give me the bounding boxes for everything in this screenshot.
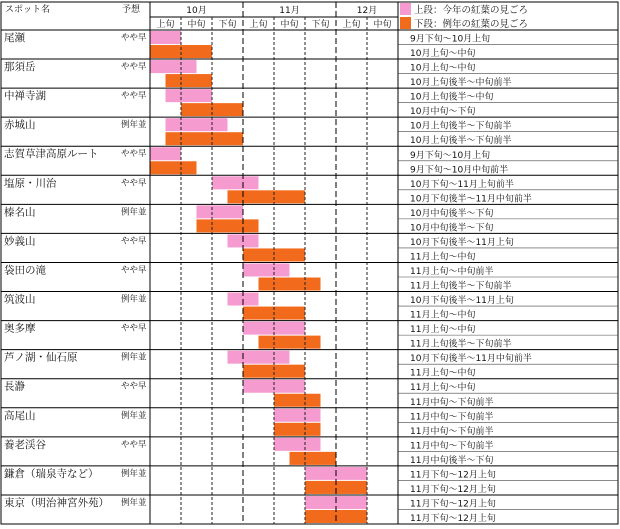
bar-usual: [243, 365, 305, 378]
bar-this-year: [212, 176, 259, 189]
legend-label: 下段：例年の紅葉の見ごろ: [414, 19, 529, 30]
period-usual: 11月上旬～中旬: [410, 310, 476, 321]
bar-this-year: [166, 89, 213, 102]
bar-usual: [259, 336, 321, 349]
spot-name: 中禅寺湖: [4, 90, 46, 103]
forecast-label: やや早: [121, 323, 147, 334]
month-label: 12月: [356, 6, 378, 16]
forecast-label: 例年並: [121, 207, 147, 218]
month-label: 11月: [279, 6, 300, 16]
period-usual: 11月中旬～下旬前半: [410, 397, 494, 408]
spot-name: 志賀草津高原ルート: [4, 148, 99, 161]
period-usual: 11月中旬～下旬前半: [410, 426, 494, 437]
spot-name: 長瀞: [4, 380, 25, 393]
bar-this-year: [243, 263, 290, 276]
spot-name: 芦ノ湖・仙石原: [4, 351, 78, 364]
bar-this-year: [243, 380, 305, 393]
decade-label: 上旬: [249, 20, 268, 30]
bar-this-year: [150, 60, 197, 73]
bar-this-year: [228, 351, 290, 364]
spot-name: 鎌倉（瑞泉寺など）: [4, 467, 99, 480]
spot-name: 赤城山: [4, 119, 36, 132]
period-this-year: 10月下旬後半～11月上旬: [410, 296, 514, 307]
period-this-year: 10月下旬～11月上旬前半: [410, 179, 514, 190]
month-label: 10月: [186, 6, 207, 16]
period-this-year: 11月中旬～下旬前半: [410, 412, 494, 423]
column-header-spot: スポット名: [5, 5, 51, 15]
decade-label: 下旬: [218, 20, 237, 30]
period-this-year: 11月上旬～中旬前半: [410, 267, 494, 277]
decade-label: 下旬: [311, 20, 330, 30]
period-usual: 11月下旬～12月上旬: [410, 484, 496, 495]
forecast-label: 例年並: [121, 497, 147, 508]
period-this-year: 10月中旬後半～下旬: [410, 208, 494, 219]
bar-this-year: [150, 147, 181, 160]
period-usual: 10月中旬～下旬: [410, 107, 476, 118]
period-this-year: 10月上旬後半～下旬前半: [410, 121, 512, 132]
forecast-label: やや早: [121, 265, 147, 276]
forecast-label: やや早: [121, 91, 147, 102]
decade-label: 上旬: [342, 20, 361, 30]
bar-usual: [274, 394, 321, 407]
period-this-year: 9月下旬～10月上旬: [410, 150, 491, 161]
legend-swatch: [400, 17, 411, 29]
bar-usual: [259, 278, 321, 291]
forecast-label: 例年並: [121, 410, 147, 421]
bar-this-year: [197, 205, 244, 218]
bar-usual: [150, 161, 197, 174]
bar-usual: [290, 452, 337, 465]
bar-this-year: [166, 118, 228, 131]
decade-label: 中旬: [187, 20, 206, 30]
bar-usual: [228, 190, 306, 203]
period-this-year: 11月下旬～12月上旬: [410, 470, 496, 481]
spot-name: 袋田の滝: [4, 264, 46, 277]
decade-label: 中旬: [280, 20, 299, 30]
period-usual: 11月上旬後半～下旬前半: [410, 281, 512, 292]
spot-name: 妙義山: [4, 235, 36, 248]
bar-this-year: [274, 409, 321, 422]
period-this-year: 10月下旬後半～11月上旬: [410, 237, 514, 248]
period-usual: 10月上旬後半～下旬前半: [410, 136, 512, 147]
decade-label: 中旬: [373, 20, 392, 30]
forecast-label: やや早: [121, 381, 147, 392]
period-usual: 10月上旬～中旬: [410, 49, 476, 60]
column-header-forecast: 予想: [122, 5, 141, 15]
period-usual: 10月下旬後半～11月中旬前半: [410, 194, 532, 205]
spot-name: 榛名山: [4, 206, 36, 219]
spot-name: 養老渓谷: [4, 438, 46, 451]
forecast-label: やや早: [121, 178, 147, 189]
bar-usual: [166, 74, 213, 87]
spot-name: 那須岳: [4, 61, 36, 74]
spot-name: 奥多摩: [4, 322, 36, 335]
forecast-label: やや早: [121, 149, 147, 160]
period-usual: 11月中旬後半～下旬: [410, 455, 494, 466]
forecast-label: 例年並: [121, 468, 147, 479]
bar-usual: [274, 423, 321, 436]
forecast-label: 例年並: [121, 352, 147, 363]
spot-name: 尾瀬: [4, 32, 25, 44]
decade-label: 上旬: [156, 20, 175, 30]
period-this-year: 10月上旬後半～中旬: [410, 92, 494, 103]
bar-usual: [166, 132, 244, 145]
period-usual: 9月下旬～10月中旬前半: [410, 165, 509, 176]
period-usual: 11月上旬後半～下旬前半: [410, 339, 512, 350]
period-this-year: 10月上旬～中旬: [410, 63, 476, 74]
legend-label: 上段：今年の紅葉の見ごろ: [414, 5, 529, 16]
period-this-year: 10月下旬後半～11月中旬前半: [410, 354, 532, 365]
legend-swatch: [400, 3, 411, 15]
bar-this-year: [150, 31, 181, 44]
period-this-year: 9月下旬～10月上旬: [410, 34, 491, 45]
period-usual: 11月上旬～中旬: [410, 368, 476, 379]
forecast-label: やや早: [121, 236, 147, 247]
bar-this-year: [274, 438, 321, 451]
bar-usual: [197, 219, 259, 232]
forecast-label: やや早: [121, 439, 147, 450]
forecast-label: やや早: [121, 62, 147, 73]
period-usual: 11月下旬～12月上旬: [410, 514, 496, 524]
period-usual: 10月中旬後半～下旬: [410, 223, 494, 234]
forecast-label: 例年並: [121, 120, 147, 131]
period-usual: 11月上旬～中旬: [410, 252, 476, 263]
forecast-label: やや早: [121, 33, 147, 43]
period-this-year: 11月上旬～中旬: [410, 325, 476, 336]
period-this-year: 11月中旬～下旬前半: [410, 441, 494, 452]
forecast-label: 例年並: [121, 294, 147, 305]
spot-name: 東京（明治神宮外苑）: [4, 496, 109, 509]
period-this-year: 11月下旬～12月上旬: [410, 499, 496, 510]
spot-name: 筑波山: [4, 293, 36, 306]
bar-usual: [150, 45, 212, 58]
period-this-year: 11月上旬～中旬: [410, 383, 476, 394]
spot-name: 塩原・川治: [4, 177, 57, 190]
period-usual: 10月上旬後半～中旬前半: [410, 78, 512, 89]
spot-name: 高尾山: [4, 409, 36, 422]
